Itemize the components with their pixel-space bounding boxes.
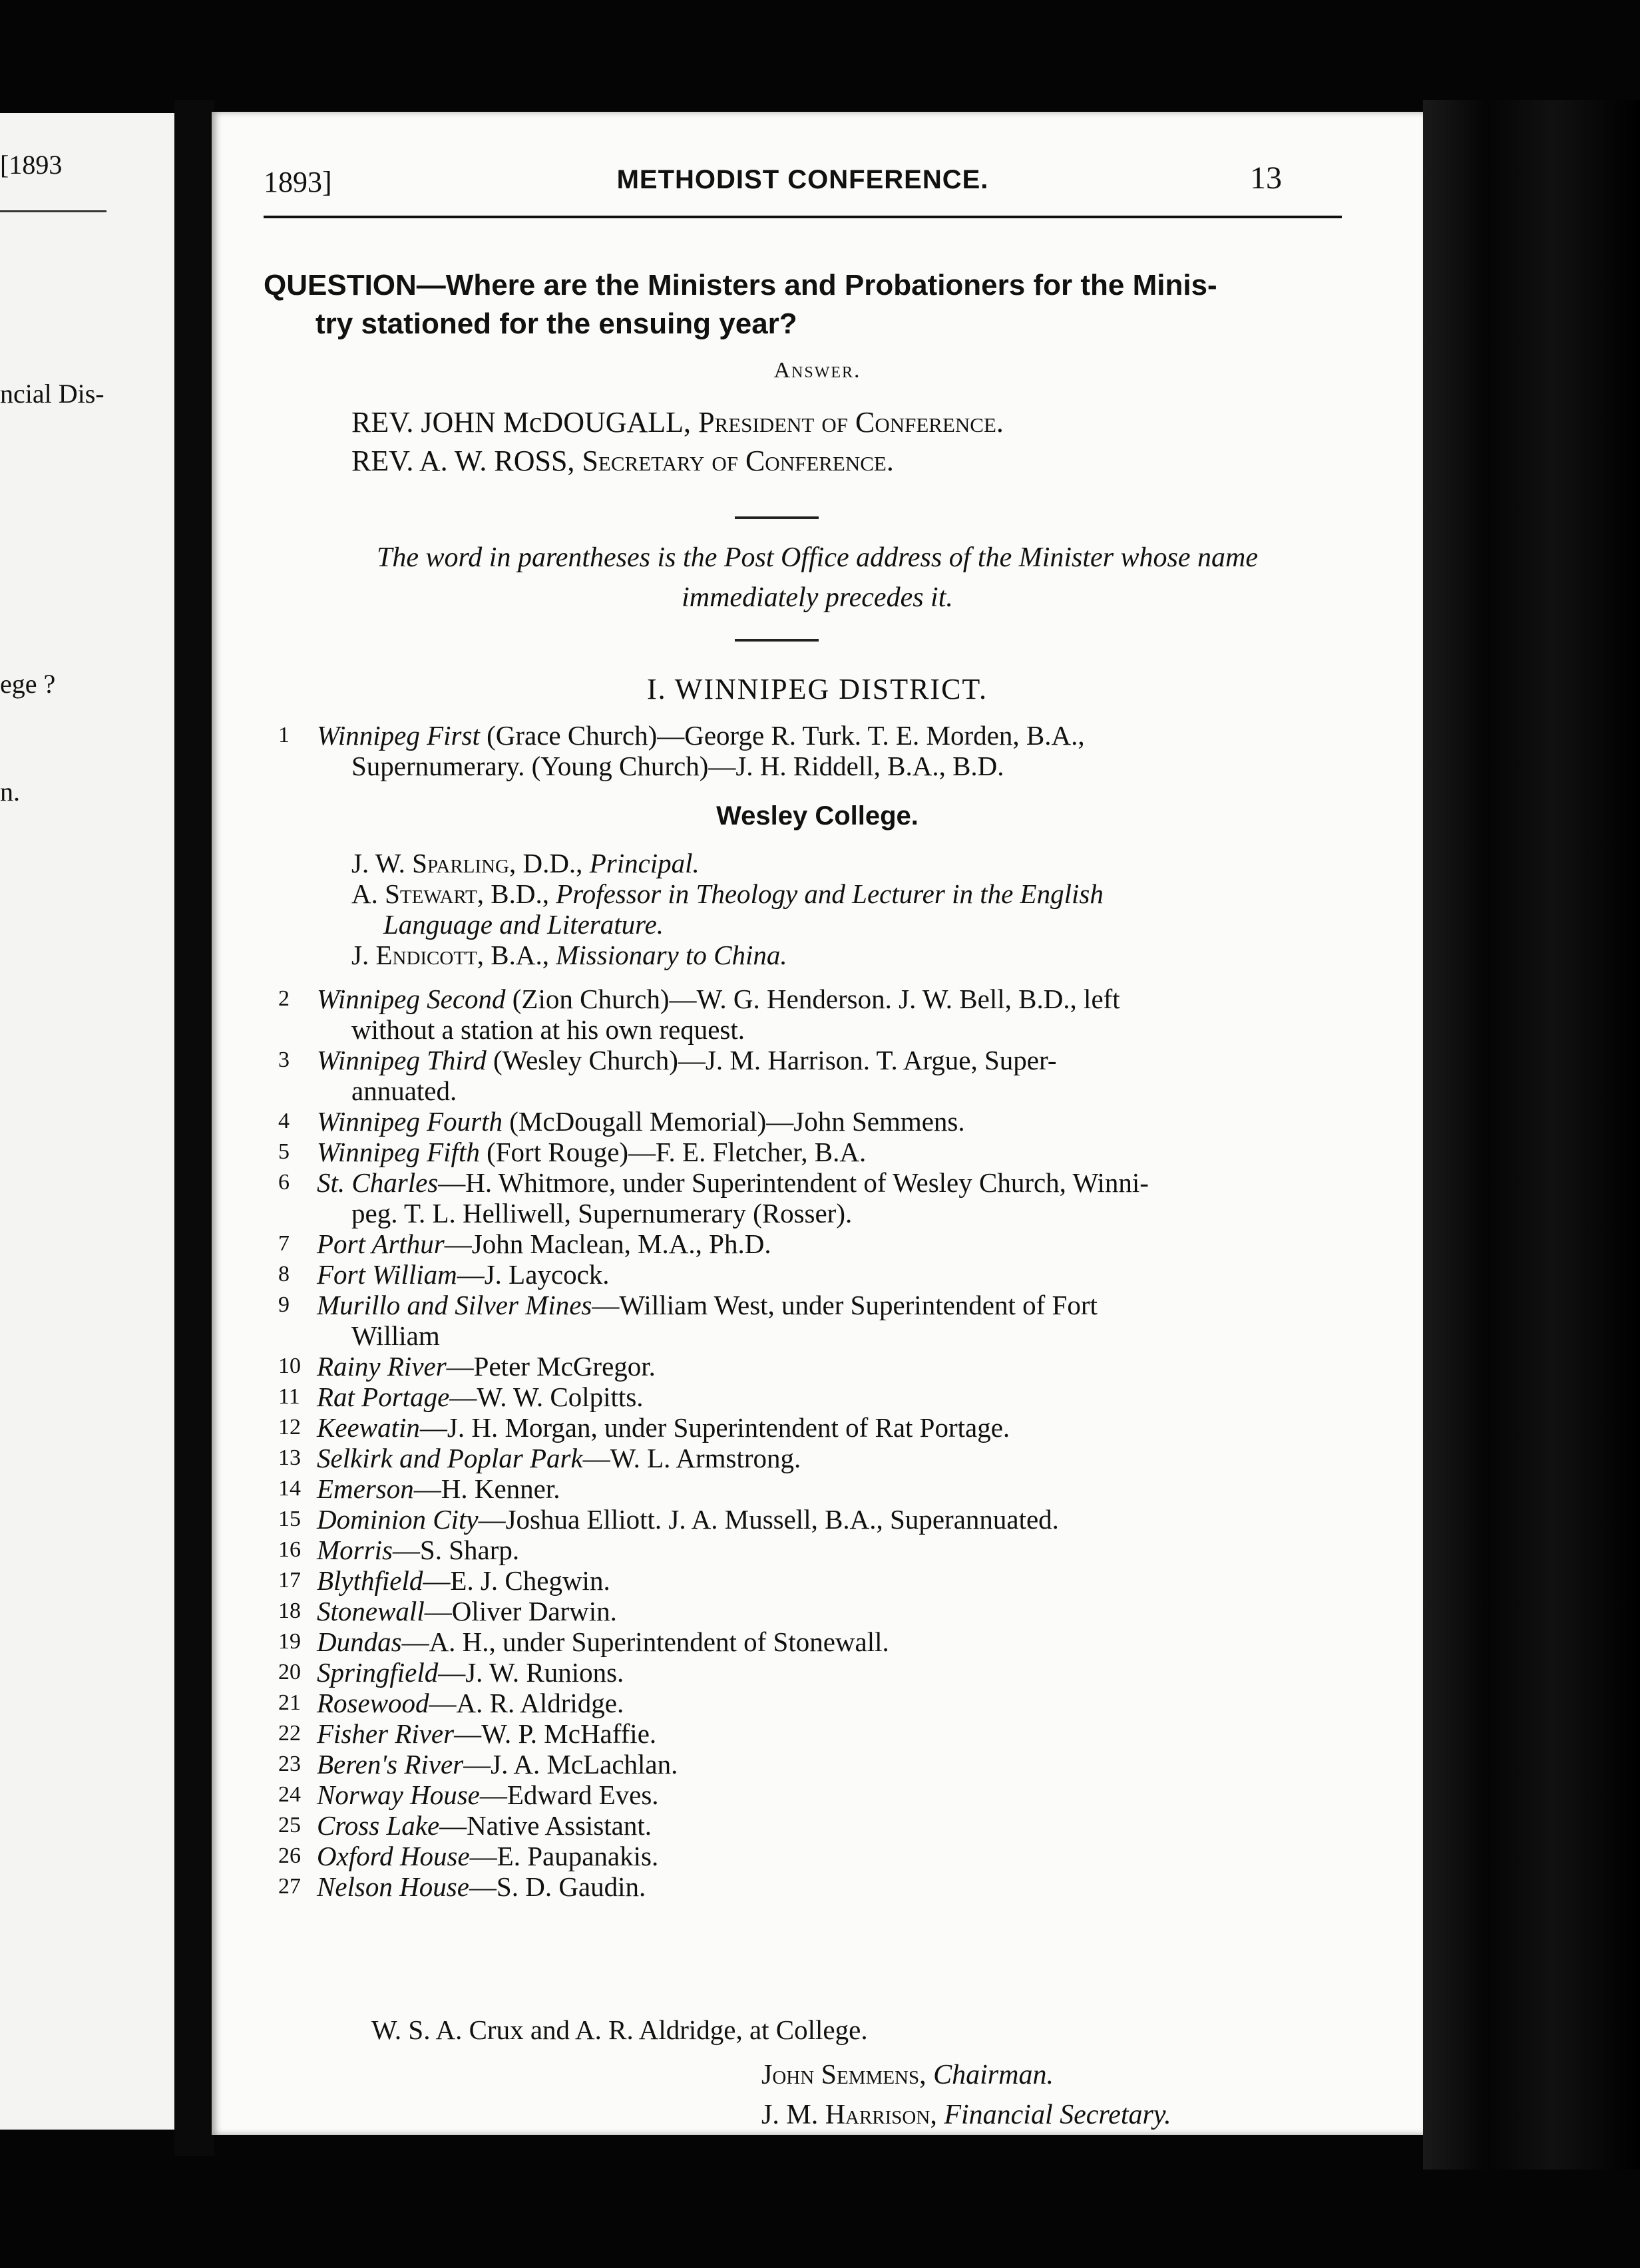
- book-edge: [1423, 100, 1640, 2170]
- entry-number: 7: [278, 1231, 290, 1256]
- officer-name: REV. JOHN McDOUGALL,: [351, 406, 692, 439]
- staff-name: J. Endicott,: [351, 940, 485, 970]
- station-name: Emerson: [317, 1473, 414, 1504]
- entry-number: 10: [278, 1354, 301, 1378]
- entry-number: 16: [278, 1537, 301, 1562]
- station-detail: —E. J. Chegwin.: [423, 1565, 610, 1596]
- station-detail: (Zion Church)—W. G. Henderson. J. W. Bell, B.D., left: [505, 984, 1120, 1014]
- station-detail: (Wesley Church)—J. M. Harrison. T. Argue, Super-: [486, 1045, 1057, 1075]
- officer-name: REV. A. W. ROSS,: [351, 445, 575, 477]
- entry-number: 24: [278, 1782, 301, 1807]
- entry-number: 26: [278, 1843, 301, 1868]
- station-detail-cont: without a station at his own request.: [351, 1014, 745, 1045]
- entry-number: 13: [278, 1445, 301, 1470]
- address-note: [252, 538, 1383, 618]
- station-name: Port Arthur: [317, 1228, 445, 1259]
- entry-number: 11: [278, 1384, 300, 1409]
- district-title: I. WINNIPEG DISTRICT.: [646, 673, 988, 705]
- answer-label: Answer.: [773, 358, 861, 383]
- station-name: Rosewood: [317, 1688, 429, 1718]
- station-name: Springfield: [317, 1657, 439, 1688]
- entry-number: 12: [278, 1415, 301, 1439]
- station-detail: —A. H., under Superintendent of Stonewall.: [401, 1626, 889, 1657]
- station-name: Rainy River: [317, 1351, 447, 1382]
- college-title: Wesley College.: [716, 801, 919, 831]
- entry-number: 14: [278, 1476, 301, 1501]
- station-name: Selkirk and Poplar Park: [317, 1443, 583, 1473]
- station-detail: —E. Paupanakis.: [469, 1841, 659, 1871]
- station-name: Cross Lake: [317, 1810, 440, 1841]
- station-detail: —A. R. Aldridge.: [429, 1688, 624, 1718]
- book-gutter: [174, 100, 214, 2156]
- divider: [735, 639, 819, 642]
- left-page-text: ncial Dis-: [0, 379, 104, 409]
- station-name: Blythfield: [317, 1565, 423, 1596]
- entry-number: 9: [278, 1292, 290, 1317]
- station-name: Winnipeg Third: [317, 1045, 487, 1075]
- station-detail: —William West, under Superintendent of Fort: [592, 1290, 1098, 1320]
- staff-role: Professor in Theology and Lecturer in the English: [556, 878, 1104, 909]
- station-name: Norway House: [317, 1780, 480, 1810]
- station-name: Winnipeg Second: [317, 984, 506, 1014]
- staff-degree: B.D.,: [484, 878, 556, 909]
- station-detail: —S. D. Gaudin.: [469, 1871, 646, 1902]
- station-detail: —J. W. Runions.: [438, 1657, 624, 1688]
- entry-number: 27: [278, 1874, 301, 1899]
- signature-line: [761, 2055, 1171, 2095]
- entry-number: 21: [278, 1690, 301, 1715]
- entry-number: 4: [278, 1109, 290, 1133]
- entry-number: 8: [278, 1262, 290, 1286]
- station-detail: —J. A. McLachlan.: [463, 1749, 678, 1780]
- conference-officers: [351, 403, 1004, 480]
- officer-role: President of Conference.: [698, 406, 1004, 439]
- note-line: immediately precedes it.: [682, 582, 953, 613]
- station-name: Beren's River: [317, 1749, 464, 1780]
- station-detail: —W. P. McHaffie.: [454, 1718, 657, 1749]
- header-rule: [264, 216, 1342, 218]
- station-name: Rat Portage: [317, 1382, 450, 1412]
- station-name: Keewatin: [317, 1412, 420, 1443]
- entry-number: 20: [278, 1660, 301, 1684]
- station-detail: —H. Whitmore, under Superintendent of Wesley Church, Winni-: [438, 1167, 1149, 1198]
- left-page-year: [1893: [0, 150, 63, 180]
- station-name: Winnipeg Fifth: [317, 1137, 480, 1167]
- divider: [735, 516, 819, 519]
- station-detail: —S. Sharp.: [392, 1535, 520, 1565]
- station-name: Dominion City: [317, 1504, 479, 1535]
- entry-number: 18: [278, 1599, 301, 1623]
- station-detail-cont: Supernumerary. (Young Church)—J. H. Riddell, B.A., B.D.: [351, 751, 1004, 781]
- left-page-text: n.: [0, 777, 20, 807]
- signature-title: Financial Secretary.: [944, 2100, 1171, 2130]
- station-detail: (Fort Rouge)—F. E. Fletcher, B.A.: [479, 1137, 867, 1167]
- station-detail-cont: annuated.: [351, 1075, 457, 1106]
- signature-line: [761, 2095, 1171, 2135]
- station-name: Murillo and Silver Mines: [317, 1290, 592, 1320]
- officer-line: [351, 403, 1004, 442]
- left-page-fragment: [0, 113, 174, 2130]
- station-name: Nelson House: [317, 1871, 469, 1902]
- station-detail: —J. Laycock.: [457, 1259, 610, 1290]
- entry-number: 15: [278, 1507, 301, 1531]
- page-number: 13: [1250, 160, 1282, 196]
- staff-role: Principal.: [589, 848, 700, 878]
- entry-number: 1: [278, 723, 290, 747]
- staff-entry: [351, 848, 1350, 878]
- station-detail-cont: peg. T. L. Helliwell, Supernumerary (Rosser).: [351, 1198, 853, 1228]
- question-line: QUESTION—Where are the Ministers and Probationers for the Minis-: [264, 269, 1217, 301]
- station-name: Winnipeg Fourth: [317, 1106, 503, 1137]
- station-detail: —W. W. Colpitts.: [449, 1382, 644, 1412]
- station-detail: —J. H. Morgan, under Superintendent of Rat Portage.: [419, 1412, 1010, 1443]
- signature-name: John Semmens,: [761, 2060, 926, 2090]
- document-page: [212, 112, 1423, 2135]
- station-name: Stonewall: [317, 1596, 425, 1626]
- staff-entry: [351, 940, 1350, 970]
- station-name: Dundas: [317, 1626, 402, 1657]
- station-name: Fort William: [317, 1259, 457, 1290]
- running-head-year: 1893]: [264, 166, 332, 198]
- station-name: Fisher River: [317, 1718, 455, 1749]
- station-name: St. Charles: [317, 1167, 439, 1198]
- question-line: try stationed for the ensuing year?: [315, 307, 797, 340]
- entry-number: 5: [278, 1139, 290, 1164]
- staff-name: A. Stewart,: [351, 878, 485, 909]
- staff-degree: B.A.,: [484, 940, 556, 970]
- officer-line: [351, 442, 1004, 480]
- station-detail: —Oliver Darwin.: [424, 1596, 617, 1626]
- entry-number: 17: [278, 1568, 301, 1593]
- left-page-text: ege ?: [0, 669, 56, 699]
- signatures: [761, 2055, 1171, 2135]
- station-detail: —John Maclean, M.A., Ph.D.: [444, 1228, 771, 1259]
- station-detail: —Edward Eves.: [479, 1780, 659, 1810]
- staff-role-cont: Language and Literature.: [383, 909, 664, 940]
- staff-degree: D.D.,: [516, 848, 590, 878]
- entry-number: 23: [278, 1752, 301, 1776]
- entry-number: 2: [278, 986, 290, 1011]
- station-detail: —Native Assistant.: [439, 1810, 652, 1841]
- signature-title: Chairman.: [933, 2060, 1054, 2090]
- staff-role: Missionary to China.: [556, 940, 787, 970]
- entry-number: 6: [278, 1170, 290, 1195]
- left-page-rule: [0, 210, 106, 212]
- station-detail: —W. L. Armstrong.: [582, 1443, 801, 1473]
- entry-number: 19: [278, 1629, 301, 1654]
- station-name: Oxford House: [317, 1841, 470, 1871]
- signature-name: J. M. Harrison,: [761, 2100, 937, 2130]
- entry-number: 25: [278, 1813, 301, 1837]
- station-detail: (McDougall Memorial)—John Semmens.: [503, 1106, 965, 1137]
- staff-entry: [351, 878, 1350, 940]
- staff-name: J. W. Sparling,: [351, 848, 516, 878]
- question: [264, 266, 1368, 343]
- note-line: The word in parentheses is the Post Office address of the Minister whose name: [376, 542, 1259, 573]
- station-detail: —Joshua Elliott. J. A. Mussell, B.A., Superannuated.: [478, 1504, 1059, 1535]
- station-detail: —H. Kenner.: [413, 1473, 560, 1504]
- station-name: Morris: [317, 1535, 393, 1565]
- entry-number: 3: [278, 1047, 290, 1072]
- college-note: W. S. A. Crux and A. R. Aldridge, at College.: [371, 2014, 868, 2045]
- entry-number: 22: [278, 1721, 301, 1746]
- running-head-title: METHODIST CONFERENCE.: [616, 165, 989, 194]
- officer-role: Secretary of Conference.: [582, 445, 894, 477]
- station-detail: —Peter McGregor.: [446, 1351, 656, 1382]
- station-detail-cont: William: [351, 1320, 440, 1351]
- station-name: Winnipeg First: [317, 720, 480, 751]
- station-detail: (Grace Church)—George R. Turk. T. E. Morden, B.A.,: [479, 720, 1085, 751]
